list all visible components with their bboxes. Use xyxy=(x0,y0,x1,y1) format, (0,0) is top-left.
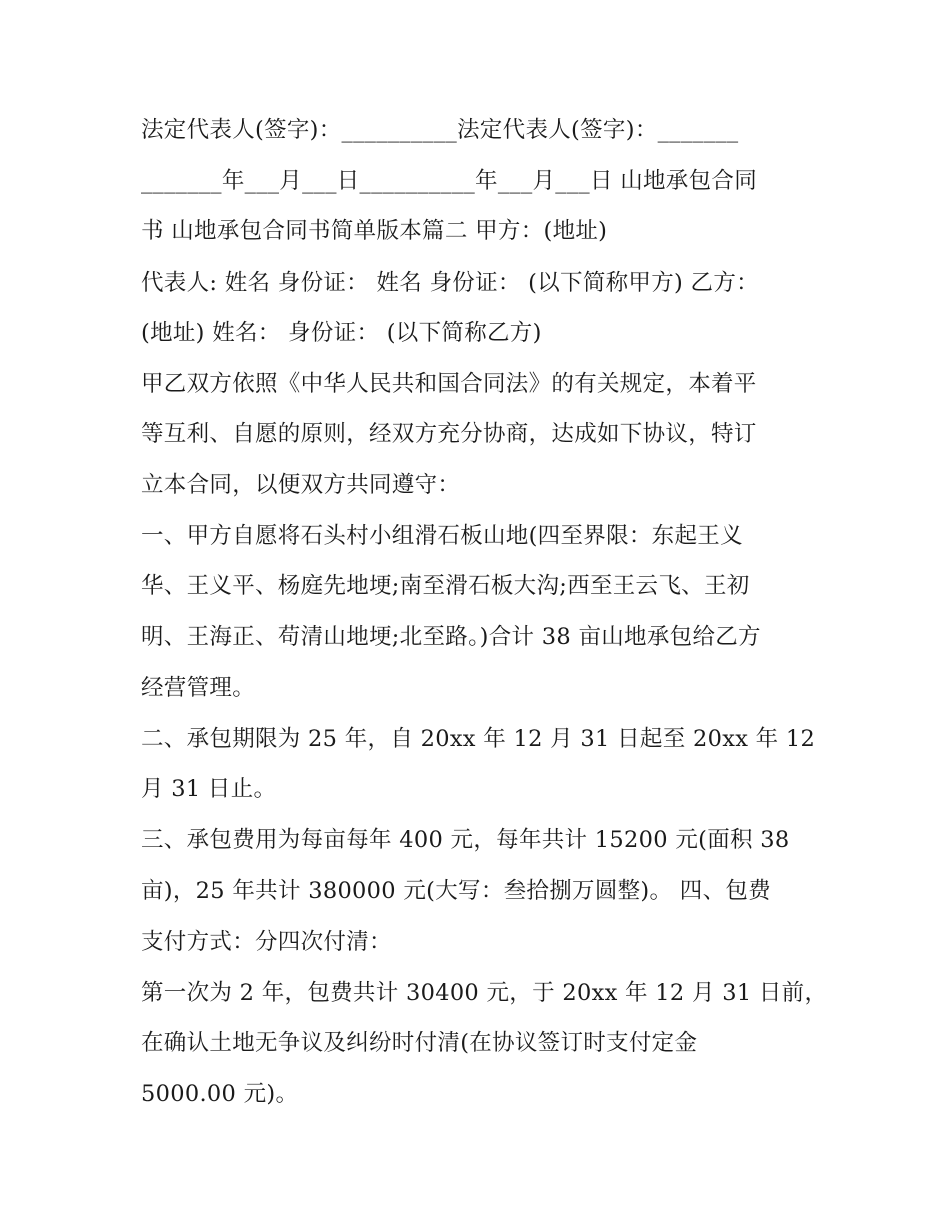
text-line: 在确认土地无争议及纠纷时付清(在协议签订时支付定金 xyxy=(141,1030,698,1056)
text-line: 等互利、自愿的原则，经双方充分协商，达成如下协议，特订 xyxy=(141,421,757,447)
text-line: 一、甲方自愿将石头村小组滑石板山地(四至界限：东起王义 xyxy=(141,523,743,549)
text-line: 立本合同，以便双方共同遵守： xyxy=(141,472,461,498)
text-line: 经营管理。 xyxy=(141,675,256,701)
text-line: _______年___月___日__________年___月___日 山地承包合同 xyxy=(141,168,758,194)
text-line: 华、王义平、杨庭先地埂;南至滑石板大沟;西至王云飞、王初 xyxy=(141,573,750,599)
text-line: 法定代表人(签字)：__________法定代表人(签字)：_______ xyxy=(141,117,739,143)
text-line: 甲乙双方依照《中华人民共和国合同法》的有关规定，本着平 xyxy=(141,371,757,397)
text-line: 二、承包期限为 25 年，自 20xx 年 12 月 31 日起至 20xx 年 12 xyxy=(141,726,816,752)
text-line: 书 山地承包合同书简单版本篇二 甲方：(地址) xyxy=(141,218,608,244)
text-line: 支付方式：分四次付清： xyxy=(141,929,392,955)
text-line: 三、承包费用为每亩每年 400 元，每年共计 15200 元(面积 38 xyxy=(141,827,790,853)
text-line: (地址) 姓名： 身份证： (以下简称乙方) xyxy=(141,320,542,346)
text-line: 月 31 日止。 xyxy=(141,776,277,802)
text-line: 5000.00 元)。 xyxy=(141,1081,299,1107)
text-line: 亩)，25 年共计 380000 元(大写：叁拾捌万圆整)。 四、包费 xyxy=(141,878,771,904)
text-line: 第一次为 2 年，包费共计 30400 元，于 20xx 年 12 月 31 日前， xyxy=(141,980,828,1006)
text-line: 明、王海正、苟清山地埂;北至路。)合计 38 亩山地承包给乙方 xyxy=(141,624,761,650)
text-line: 代表人: 姓名 身份证： 姓名 身份证： (以下简称甲方) 乙方： xyxy=(141,270,759,296)
